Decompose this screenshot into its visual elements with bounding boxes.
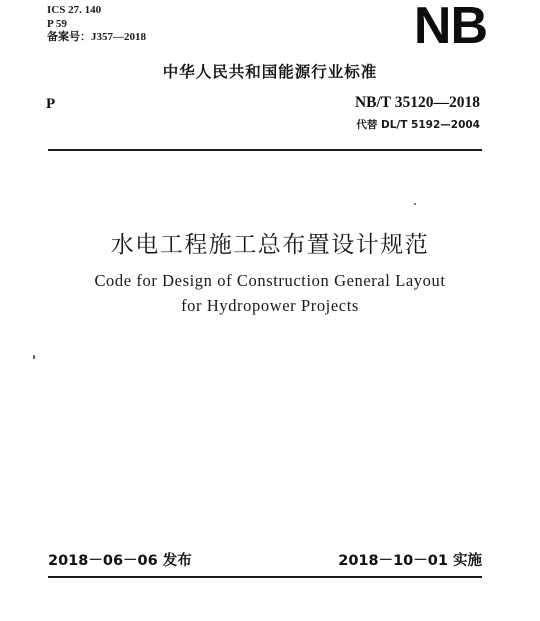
category-letter: P [46, 96, 56, 112]
document-title-english-line2: for Hydropower Projects [181, 296, 359, 315]
issue-date: 2018－06－06 发布 [48, 553, 192, 569]
scan-speck [33, 355, 35, 359]
classification-code: P 59 [47, 17, 67, 30]
industry-standard-header: 中华人民共和国能源行业标准 [162, 63, 378, 81]
effective-date: 2018－10－01 实施 [338, 553, 482, 569]
nb-logo: NB [413, 0, 487, 55]
bottom-divider [48, 576, 482, 578]
top-divider [48, 149, 482, 151]
document-title-english-line1: Code for Design of Construction General Layout [94, 271, 446, 290]
scan-speck [414, 203, 416, 205]
classification-block [47, 4, 146, 45]
ics-code: ICS 27. 140 [47, 4, 102, 16]
replaces-standard: 代替 DL/T 5192—2004 [356, 119, 480, 131]
filing-number: 备案号：J357—2018 [47, 31, 146, 43]
document-title-chinese: 水电工程施工总布置设计规范 [110, 232, 430, 258]
standard-number: NB/T 35120—2018 [354, 94, 480, 111]
